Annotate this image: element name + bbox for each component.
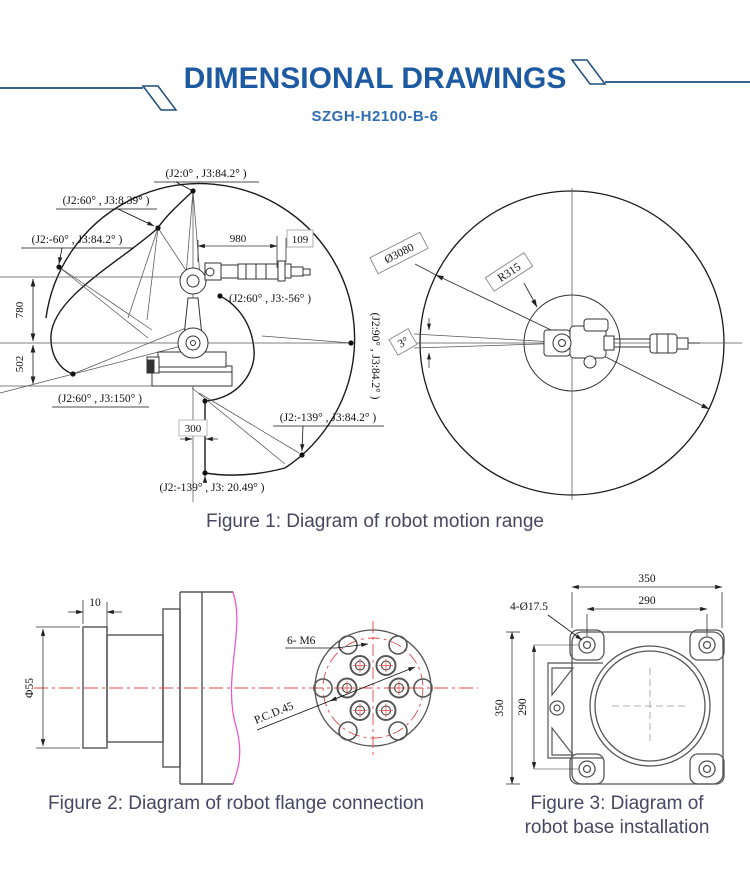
dim-thickness: 10	[89, 597, 101, 609]
dim-780: 780	[14, 301, 26, 319]
pose-upper-left: (J2:60° , J3:8.39° )	[62, 195, 150, 207]
dim-980: 980	[229, 233, 247, 245]
pose-right-vertical: (J2:90° , J3:84.2° )	[369, 312, 381, 400]
model-number: SZGH-H2100-B-6	[311, 108, 439, 125]
pose-mid-right: (J2:60° , J3:-56° )	[229, 293, 312, 305]
radius-leader	[524, 283, 537, 307]
figure3-caption-line2: robot base installation	[524, 816, 710, 838]
pose-bottom: (J2:-139° , J3: 20.49° )	[159, 482, 265, 494]
corner-holes-label: 4-Ø17.5	[510, 601, 549, 613]
dim-inner-radius: R315	[495, 261, 524, 285]
pose-lower-left: (J2:60° , J3:150° )	[58, 393, 142, 405]
figure3-caption-line1: Figure 3: Diagram of	[530, 793, 704, 814]
plate-centerlines	[612, 668, 688, 744]
pose-top: (J2:0° , J3:84.2° )	[165, 168, 247, 180]
dim-outer-height: 350	[494, 699, 506, 717]
dim-angle: 3°	[396, 335, 411, 351]
dim-hole-spacing-width: 290	[638, 595, 656, 607]
dim-hole-spacing-height: 290	[517, 698, 529, 716]
dim-300: 300	[184, 423, 202, 435]
figure3-base-drawing	[490, 558, 750, 795]
figure1-motion-range-drawing	[0, 150, 750, 512]
dim-109: 109	[291, 234, 309, 246]
dim-502: 502	[14, 355, 26, 373]
angle-label-box	[389, 329, 417, 356]
flange-diameter-dimension	[36, 627, 80, 748]
figure3-caption	[492, 792, 742, 840]
pcd-label: P.C.D.45	[252, 700, 296, 727]
robot-side-silhouette	[147, 261, 310, 386]
bolt-spec-label: 6- M6	[287, 635, 316, 647]
dim-envelope-diameter: Ø3080	[382, 241, 417, 267]
pose-left: (J2:-60° , J3:84.2° )	[31, 234, 123, 246]
figure1-caption: Figure 1: Diagram of robot motion range	[206, 511, 544, 532]
pcd-leader	[257, 667, 415, 730]
dim-flange-diameter: Φ55	[24, 678, 36, 698]
base-plate	[570, 630, 724, 784]
figure2-flange-drawing	[0, 558, 490, 795]
page-title: DIMENSIONAL DRAWINGS	[183, 62, 567, 95]
robot-top-silhouette	[544, 319, 700, 368]
dim-outer-width: 350	[638, 573, 656, 585]
figure2-caption: Figure 2: Diagram of robot flange connection	[48, 793, 424, 814]
pose-lower-right: (J2:-139° , J3:84.2° )	[279, 412, 377, 424]
diameter-label-box	[370, 232, 428, 273]
